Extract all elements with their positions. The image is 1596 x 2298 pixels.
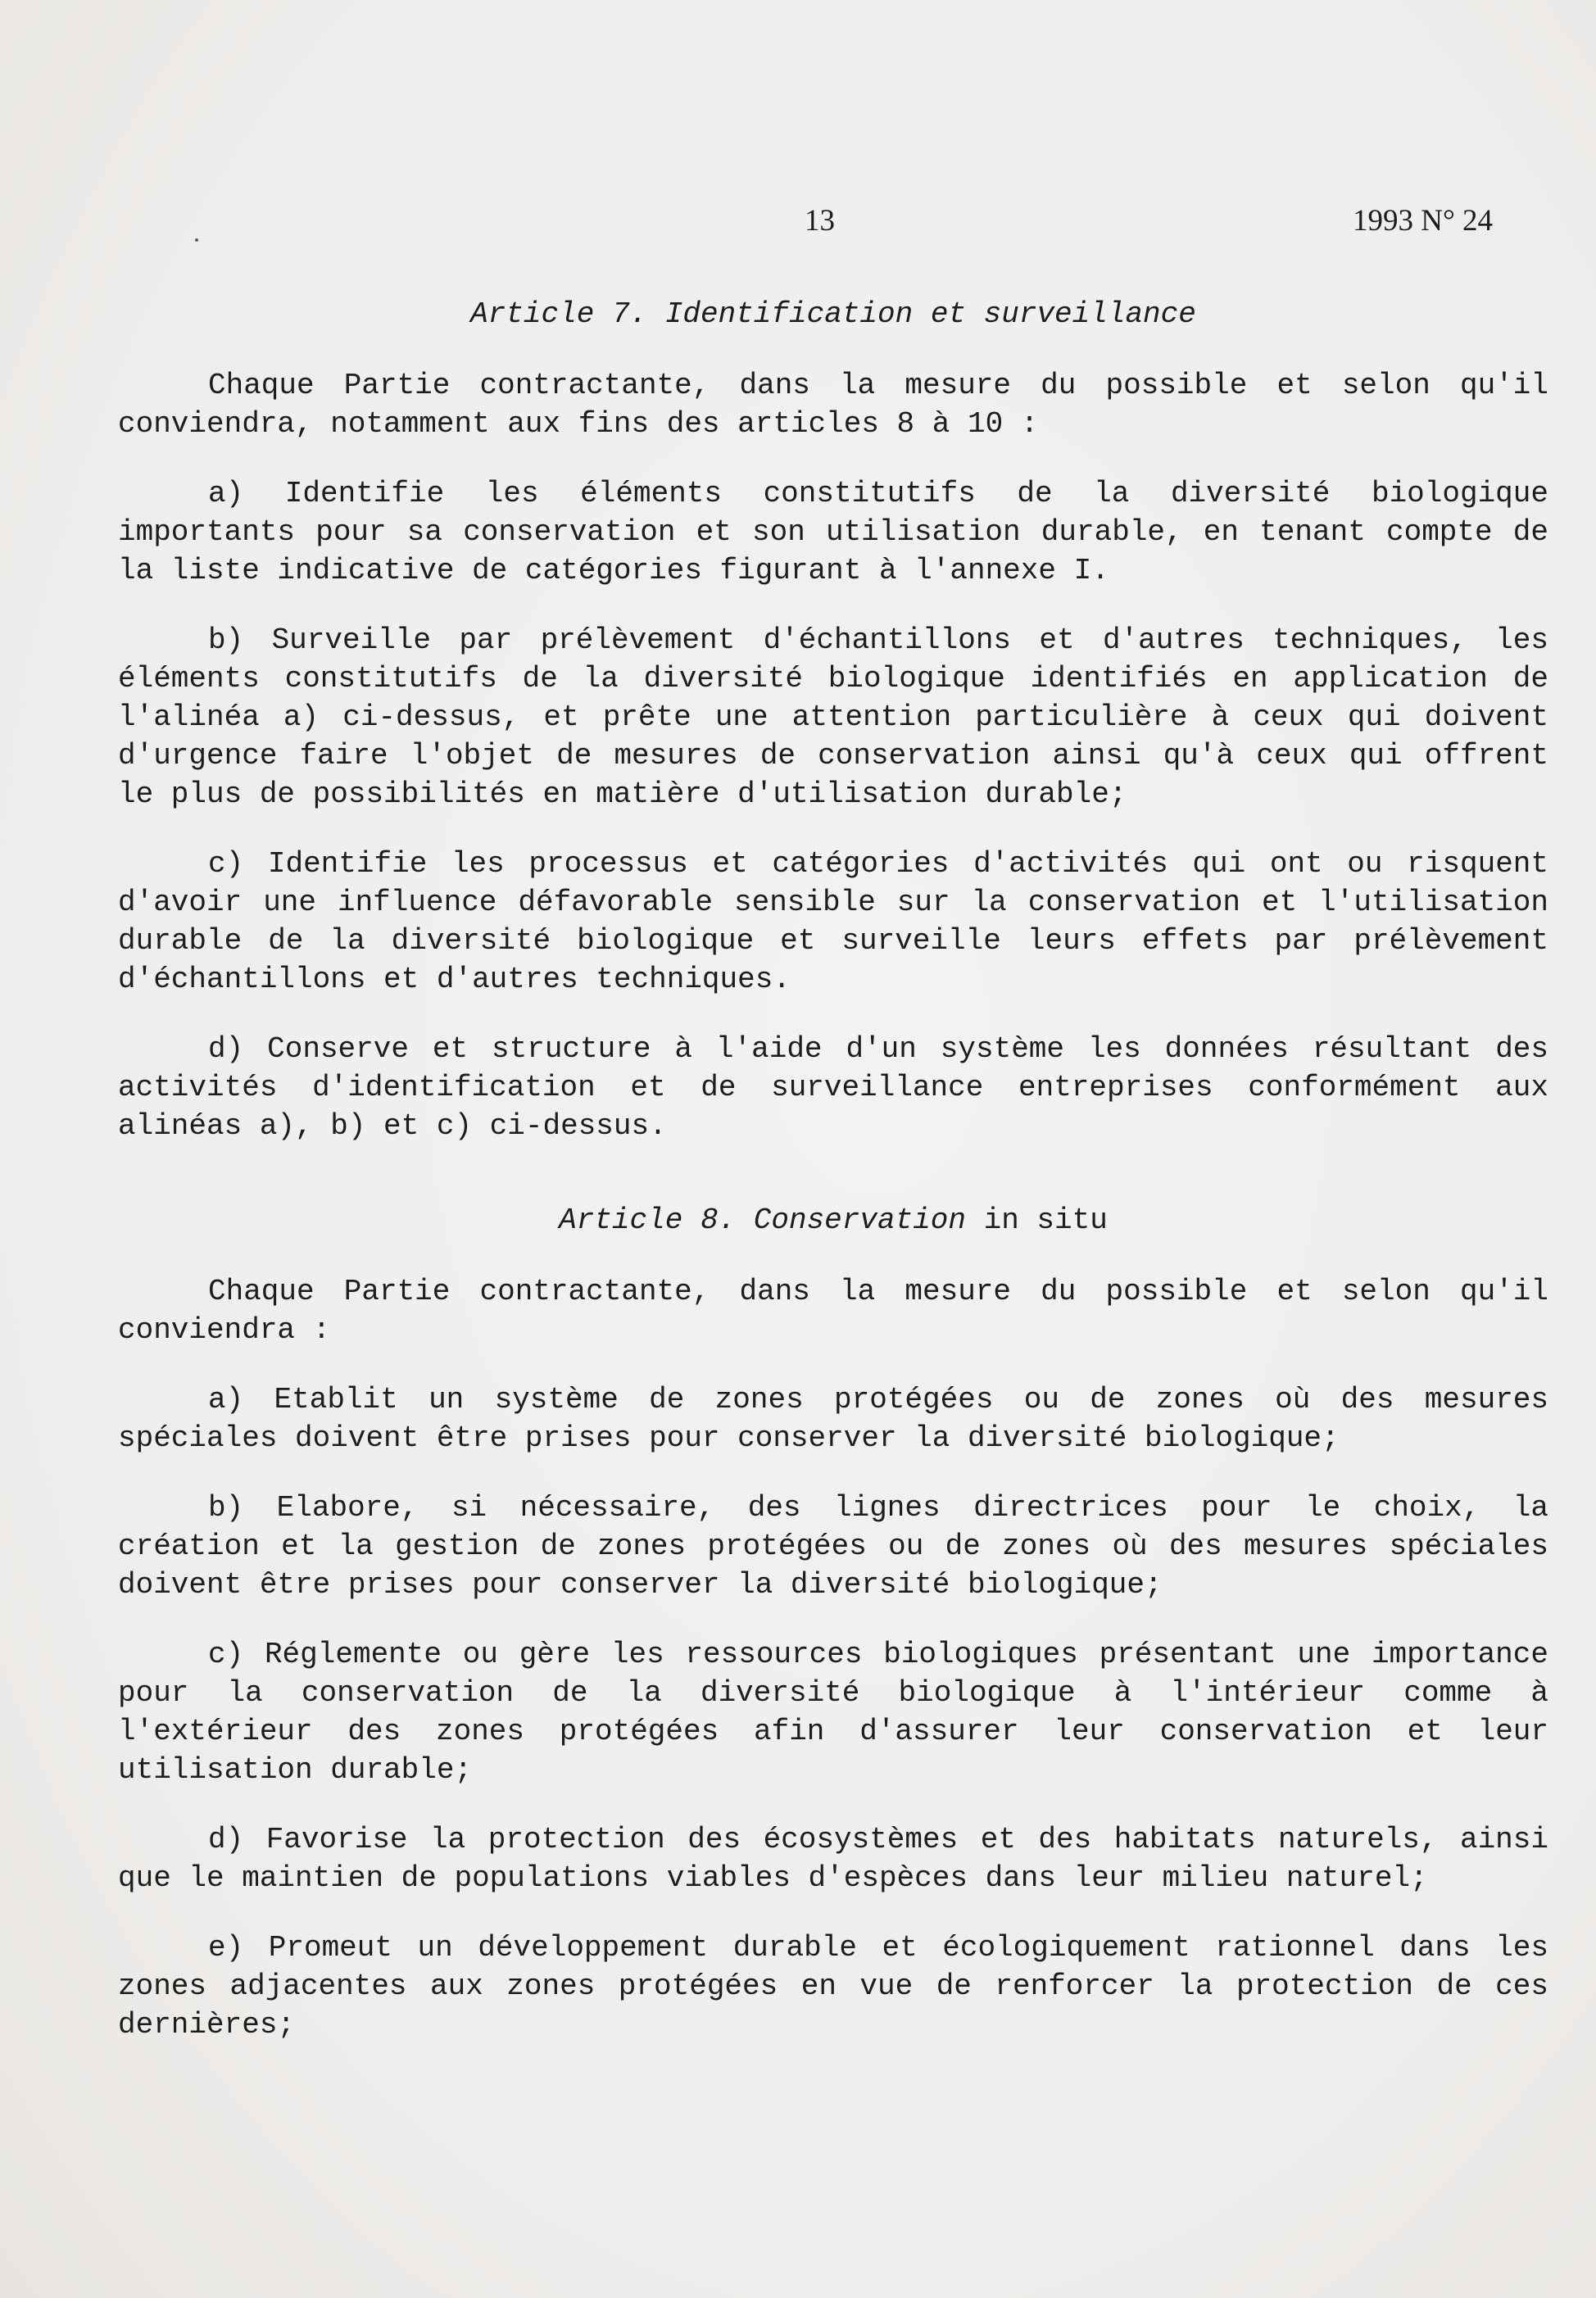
issue-reference: 1993 N° 24: [1353, 204, 1494, 238]
article-8-title-prefix: Article 8. Conservation: [559, 1203, 967, 1237]
article-7-item-c: c) Identifie les processus et catégories d'activités qui ont ou risquent d'avoir une influence défavorable sensible sur la conservation et l'utilisation durable de la diversité biologique et surveille leurs effets par prélèvement d'échantillons et d'autres techniques.: [118, 847, 1548, 996]
article-8-intro: Chaque Partie contractante, dans la mesure du possible et selon qu'il conviendra :: [118, 1275, 1548, 1347]
article-7-item-a: a) Identifie les éléments constitutifs de la diversité biologique importants pour sa conservation et son utilisation durable, en tenant compte de la liste indicative de catégories figurant à l'annexe I.: [118, 477, 1548, 587]
article-8-title: [118, 1201, 1548, 1240]
article-7-intro: Chaque Partie contractante, dans la mesure du possible et selon qu'il conviendra, notamment aux fins des articles 8 à 10 :: [118, 369, 1548, 441]
article-8-item-b: b) Elabore, si nécessaire, des lignes directrices pour le choix, la création et la gestion de zones protégées ou de zones où des mesures spéciales doivent être prises pour conserver la diversité biologique;: [118, 1491, 1548, 1602]
article-7-title: Article 7. Identification et surveillance: [470, 297, 1196, 331]
page-header: [0, 203, 1596, 252]
document-body: [118, 295, 1548, 2075]
article-8-title-suffix: in situ: [983, 1203, 1108, 1237]
article-spacer: [118, 1176, 1548, 1201]
article-8-item-a: a) Etablit un système de zones protégées ou de zones où des mesures spéciales doivent être prises pour conserver la diversité biologique;: [118, 1383, 1548, 1455]
article-7: [118, 295, 1548, 1145]
article-8: [118, 1201, 1548, 2044]
article-7-item-b: b) Surveille par prélèvement d'échantillons et d'autres techniques, les éléments constitutifs de la diversité biologique identifiés en application de l'alinéa a) ci-dessus, et prête une attention particulière à ceux qui doivent d'urgence faire l'objet de mesures de conservation ainsi qu'à ceux qui offrent le plus de possibilités en matière d'utilisation durable;: [118, 623, 1548, 811]
page-number: 13: [805, 204, 835, 238]
article-8-item-d: d) Favorise la protection des écosystèmes et des habitats naturels, ainsi que le maintien de populations viables d'espèces dans leur milieu naturel;: [118, 1823, 1548, 1895]
article-8-item-e: e) Promeut un développement durable et écologiquement rationnel dans les zones adjacentes aux zones protégées en vue de renforcer la protection de ces dernières;: [118, 1931, 1548, 2042]
article-7-item-d: d) Conserve et structure à l'aide d'un système les données résultant des activités d'identification et de surveillance entreprises conformément aux alinéas a), b) et c) ci-dessus.: [118, 1032, 1548, 1143]
article-8-item-c: c) Réglemente ou gère les ressources biologiques présentant une importance pour la conservation de la diversité biologique à l'intérieur comme à l'extérieur des zones protégées afin d'assurer leur conservation et leur utilisation durable;: [118, 1638, 1548, 1787]
